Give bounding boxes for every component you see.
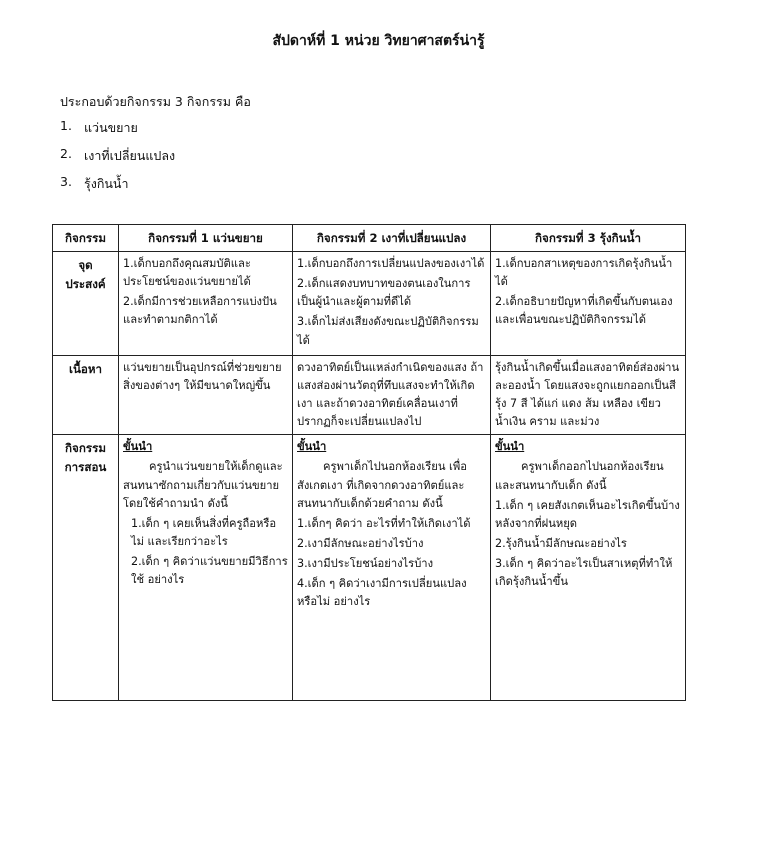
- header-activity-3: กิจกรรมที่ 3 รุ้งกินน้ำ: [491, 225, 686, 252]
- activity-table: [52, 224, 686, 701]
- header-activity-1: กิจกรรมที่ 1 แว่นขยาย: [119, 225, 293, 252]
- subhead: ขั้นนำ: [495, 440, 525, 454]
- teaching-col1: ขั้นนำ ครูนำแว่นขยายให้เด็กดูและสนทนาซักถามเกี่ยวกับแว่นขยาย โดยใช้คำถามนำ ดังนี้ 1.เด็ก ๆ เคยเห็นสิ่งที่ครูถือหรือไม่ และเรียกว่าอะไร 2.เด็ก ๆ คิดว่าแว่นขยายมีวิธีการใช้ อย่างไร: [119, 435, 293, 701]
- objectives-col1: 1.เด็กบอกถึงคุณสมบัติและประโยชน์ของแว่นขยายได้ 2.เด็กมีการช่วยเหลือการแบ่งปัน และทำตามกติกาได้: [119, 252, 293, 356]
- row-label-objectives: จุด ประสงค์: [53, 252, 119, 356]
- header-activity-2: กิจกรรมที่ 2 เงาที่เปลี่ยนแปลง: [293, 225, 491, 252]
- row-label-teaching: กิจกรรม การสอน: [53, 435, 119, 701]
- content-col2: ดวงอาทิตย์เป็นแหล่งกำเนิดของแสง ถ้าแสงส่องผ่านวัตถุที่ทึบแสงจะทำให้เกิดเงา และถ้าดวงอาทิตย์เคลื่อนเงาที่ปรากฏก็จะเปลี่ยนแปลงไป: [293, 355, 491, 435]
- table-row-objectives: [53, 252, 686, 356]
- list-item: 3. รุ้งกินน้ำ: [60, 174, 129, 191]
- intro-text: ประกอบด้วยกิจกรรม 3 กิจกรรม คือ: [60, 94, 251, 109]
- list-item: 1. แว่นขยาย: [60, 118, 138, 135]
- header-activity: กิจกรรม: [53, 225, 119, 252]
- row-label-content: เนื้อหา: [53, 355, 119, 435]
- content-col1: แว่นขยายเป็นอุปกรณ์ที่ช่วยขยายสิ่งของต่างๆ ให้มีขนาดใหญ่ขึ้น: [119, 355, 293, 435]
- list-item: 2. เงาที่เปลี่ยนแปลง: [60, 146, 176, 163]
- table-header-row: [53, 225, 686, 252]
- objectives-col3: 1.เด็กบอกสาเหตุของการเกิดรุ้งกินน้ำได้ 2.เด็กอธิบายปัญหาที่เกิดขึ้นกับตนเองและเพื่อนขณะปฏิบัติกิจกรรมได้: [491, 252, 686, 356]
- teaching-col3: ขั้นนำ ครูพาเด็กออกไปนอกห้องเรียน และสนทนากับเด็ก ดังนี้ 1.เด็ก ๆ เคยสังเกตเห็นอะไรเกิดขึ้นบ้างหลังจากที่ฝนหยุด 2.รุ้งกินน้ำมีลักษณะอย่างไร 3.เด็ก ๆ คิดว่าอะไรเป็นสาเหตุที่ทำให้เกิดรุ้งกินน้ำขึ้น: [491, 435, 686, 701]
- teaching-col2: ขั้นนำ ครูพาเด็กไปนอกห้องเรียน เพื่อสังเกตเงา ที่เกิดจากดวงอาทิตย์และสนทนากับเด็กด้วยคำถาม ดังนี้ 1.เด็กๆ คิดว่า อะไรที่ทำให้เกิดเงาได้ 2.เงามีลักษณะอย่างไรบ้าง 3.เงามีประโยชน์อย่างไรบ้าง 4.เด็ก ๆ คิดว่าเงามีการเปลี่ยนแปลงหรือไม่ อย่างไร: [293, 435, 491, 701]
- table-row-teaching: [53, 435, 686, 701]
- subhead: ขั้นนำ: [297, 440, 327, 454]
- activity-list: [60, 118, 175, 202]
- page-title: สัปดาห์ที่ 1 หน่วย วิทยาศาสตร์น่ารู้: [272, 33, 485, 49]
- objectives-col2: 1.เด็กบอกถึงการเปลี่ยนแปลงของเงาได้ 2.เด็กแสดงบทบาทของตนเองในการเป็นผู้นำและผู้ตามที่ดีได้ 3.เด็กไม่ส่งเสียงดังขณะปฏิบัติกิจกรรมได้: [293, 252, 491, 356]
- table-row-content: [53, 355, 686, 435]
- content-col3: รุ้งกินน้ำเกิดขึ้นเมื่อแสงอาทิตย์ส่องผ่านละอองน้ำ โดยแสงจะถูกแยกออกเป็นสีรุ้ง 7 สี ได้แก่ แดง ส้ม เหลือง เขียว น้ำเงิน คราม และม่วง: [491, 355, 686, 435]
- subhead: ขั้นนำ: [123, 440, 153, 454]
